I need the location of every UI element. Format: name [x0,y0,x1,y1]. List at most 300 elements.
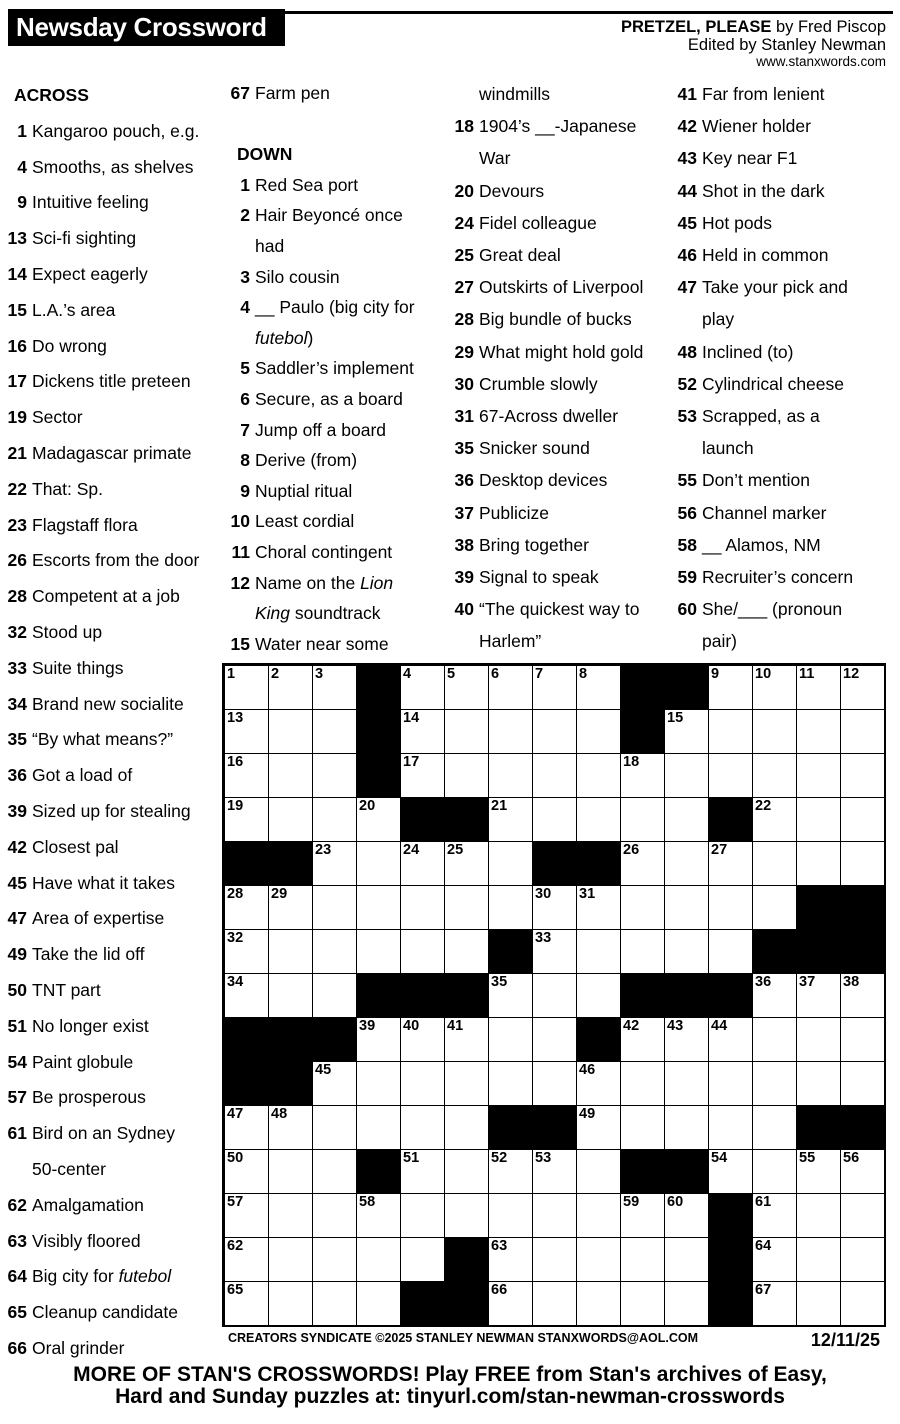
clue[interactable] [5,442,192,464]
grid-cell[interactable] [312,885,357,930]
grid-cell[interactable] [444,1061,489,1106]
clue[interactable] [675,83,825,105]
grid-cell[interactable] [840,973,885,1018]
clue-continuation[interactable] [5,1158,106,1180]
grid-cell[interactable] [840,753,885,798]
clue[interactable] [5,191,149,213]
grid-cell[interactable] [356,885,401,930]
clue[interactable] [675,405,820,427]
grid-cell[interactable] [620,1061,665,1106]
clue[interactable] [452,469,607,491]
grid-cell[interactable] [268,1237,313,1282]
clue[interactable] [452,502,549,524]
grid-cell[interactable] [312,1061,357,1106]
grid-cell[interactable] [224,885,269,930]
grid-cell[interactable] [488,1149,533,1194]
grid-cell[interactable] [224,1105,269,1150]
clue[interactable] [5,1230,141,1252]
grid-cell[interactable] [224,709,269,754]
clue[interactable] [452,308,632,330]
clue[interactable] [5,943,145,965]
clue[interactable] [5,370,191,392]
grid-cell[interactable] [532,797,577,842]
clue[interactable] [452,598,639,620]
grid-cell[interactable] [620,797,665,842]
clue[interactable] [5,335,107,357]
clue[interactable] [5,478,103,500]
grid-cell[interactable] [620,885,665,930]
clue[interactable] [228,572,393,594]
grid-cell[interactable] [312,841,357,886]
clue[interactable] [675,469,810,491]
grid-cell[interactable] [312,1237,357,1282]
clue[interactable] [228,82,330,104]
grid-cell[interactable] [268,753,313,798]
clue[interactable] [5,120,199,142]
grid-cell[interactable] [796,1193,841,1238]
grid-cell[interactable] [576,885,621,930]
grid-cell[interactable] [708,841,753,886]
cell-number: 16 [227,754,244,770]
grid-cell[interactable] [708,1149,753,1194]
clue[interactable] [5,156,193,178]
grid-cell[interactable] [312,929,357,974]
grid-cell[interactable] [488,885,533,930]
grid-cell[interactable] [752,1281,797,1326]
clue[interactable] [675,212,772,234]
grid-cell[interactable] [796,841,841,886]
grid-cell[interactable] [664,709,709,754]
grid-cell[interactable] [532,1017,577,1062]
grid-cell[interactable] [268,929,313,974]
grid-cell[interactable] [840,1017,885,1062]
grid-cell[interactable] [400,665,445,710]
clue[interactable] [5,764,132,786]
grid-cell[interactable] [312,753,357,798]
grid-cell[interactable] [268,1105,313,1150]
clue[interactable] [228,388,403,410]
grid-cell[interactable] [664,1193,709,1238]
clue[interactable] [5,585,180,607]
clue[interactable] [675,534,821,556]
grid-cell[interactable] [444,1105,489,1150]
cell-number: 7 [535,666,544,682]
grid-cell[interactable] [356,1281,401,1326]
grid-cell[interactable] [268,885,313,930]
clue-continuation[interactable] [228,602,381,624]
grid-cell[interactable] [840,709,885,754]
clue-continuation[interactable] [228,327,313,349]
clue[interactable] [5,1015,149,1037]
clue[interactable] [675,147,797,169]
clue[interactable] [675,180,825,202]
clue[interactable] [228,204,403,226]
grid-cell[interactable] [752,885,797,930]
grid-cell[interactable] [576,929,621,974]
clue[interactable] [675,276,848,298]
grid-cell[interactable] [400,1017,445,1062]
clue[interactable] [5,1122,175,1144]
grid-cell[interactable] [708,1017,753,1062]
grid-cell[interactable] [356,1237,401,1282]
grid-cell[interactable] [532,1149,577,1194]
clue[interactable] [5,621,102,643]
grid-cell[interactable] [752,1061,797,1106]
grid-cell[interactable] [752,1017,797,1062]
grid-cell[interactable] [488,1237,533,1282]
grid-cell[interactable] [444,841,489,886]
grid-cell[interactable] [796,1061,841,1106]
grid-cell[interactable] [444,1193,489,1238]
grid-cell[interactable] [400,1149,445,1194]
cell-number: 38 [843,974,860,990]
grid-cell[interactable] [796,1237,841,1282]
grid-cell[interactable] [268,973,313,1018]
grid-cell[interactable] [224,665,269,710]
grid-cell[interactable] [400,1237,445,1282]
grid-cell[interactable] [752,753,797,798]
grid-cell[interactable] [708,665,753,710]
grid-cell[interactable] [356,841,401,886]
grid-cell[interactable] [840,1237,885,1282]
clue[interactable] [5,836,119,858]
clue[interactable] [5,406,83,428]
clue[interactable] [5,1337,124,1359]
grid-cell[interactable] [576,1149,621,1194]
grid-cell[interactable] [620,1017,665,1062]
grid-cell[interactable] [224,1281,269,1326]
grid-cell[interactable] [488,1061,533,1106]
grid-cell[interactable] [752,1193,797,1238]
grid-cell[interactable] [576,973,621,1018]
grid-cell[interactable] [796,797,841,842]
grid-cell[interactable] [224,929,269,974]
clue[interactable] [228,510,354,532]
grid-cell[interactable] [708,1061,753,1106]
promo-line-1: MORE OF STAN'S CROSSWORDS! Play FREE from Stan's archives of Easy, [73,1363,827,1386]
grid-cell[interactable] [752,1237,797,1282]
grid-cell[interactable] [488,709,533,754]
clue[interactable] [452,180,544,202]
clue-text: King soundtrack [255,603,381,624]
grid-cell[interactable] [664,797,709,842]
clue[interactable] [5,693,184,715]
grid-cell[interactable] [400,929,445,974]
grid-cell[interactable] [224,1193,269,1238]
grid-cell[interactable] [488,841,533,886]
clue-number: 50 [7,980,27,1000]
grid-cell[interactable] [620,929,665,974]
grid-cell[interactable] [664,841,709,886]
clue-text: Take the lid off [32,944,145,965]
grid-cell[interactable] [752,709,797,754]
clue-text: Least cordial [255,511,355,532]
grid-cell[interactable] [576,709,621,754]
cell-number: 20 [359,798,376,814]
cell-number: 39 [359,1018,376,1034]
clue[interactable] [5,263,148,285]
grid-cell[interactable] [444,929,489,974]
grid-cell[interactable] [664,885,709,930]
clue[interactable] [675,502,827,524]
clue[interactable] [675,115,811,137]
grid-cell[interactable] [708,709,753,754]
grid-cell[interactable] [708,885,753,930]
grid-cell[interactable] [356,1193,401,1238]
grid-cell[interactable] [400,1061,445,1106]
grid-cell[interactable] [840,841,885,886]
grid-cell[interactable] [620,1105,665,1150]
clue[interactable] [228,357,414,379]
grid-cell[interactable] [312,665,357,710]
grid-cell[interactable] [664,1105,709,1150]
grid-cell[interactable] [796,1281,841,1326]
clue-number: 64 [7,1266,27,1287]
grid-cell[interactable] [664,1237,709,1282]
clue[interactable] [228,541,392,563]
grid-cell[interactable] [576,753,621,798]
grid-cell[interactable] [444,665,489,710]
grid-cell[interactable] [576,1281,621,1326]
clue[interactable] [5,1051,133,1073]
grid-cell[interactable] [532,929,577,974]
clue[interactable] [228,266,340,288]
grid-cell[interactable] [488,797,533,842]
clue-text: Dickens title preteen [32,371,191,392]
grid-cell[interactable] [356,1061,401,1106]
grid-cell[interactable] [664,753,709,798]
grid-cell[interactable] [532,885,577,930]
grid-cell[interactable] [796,665,841,710]
grid-cell[interactable] [576,665,621,710]
clue[interactable] [452,244,561,266]
grid-cell[interactable] [840,797,885,842]
grid-cell[interactable] [356,1105,401,1150]
clue[interactable] [675,566,853,588]
grid-cell[interactable] [488,1193,533,1238]
grid-cell[interactable] [664,1017,709,1062]
clue[interactable] [228,296,415,318]
grid-cell[interactable] [532,973,577,1018]
clue[interactable] [675,341,793,363]
grid-cell[interactable] [400,885,445,930]
clue-continuation[interactable] [675,437,754,459]
grid-cell[interactable] [664,929,709,974]
grid-cell[interactable] [400,753,445,798]
grid-cell[interactable] [576,1237,621,1282]
grid-cell[interactable] [400,1193,445,1238]
grid-cell[interactable] [840,1149,885,1194]
grid-cell[interactable] [752,665,797,710]
grid-cell[interactable] [576,1061,621,1106]
grid-cell[interactable] [224,1149,269,1194]
grid-cell[interactable] [224,973,269,1018]
grid-cell[interactable] [312,797,357,842]
grid-cell[interactable] [796,753,841,798]
grid-cell[interactable] [224,753,269,798]
clue[interactable] [452,276,643,298]
grid-cell[interactable] [620,1193,665,1238]
clue-continuation[interactable] [675,308,734,330]
clue-number: 35 [7,729,27,750]
grid-cell[interactable] [752,973,797,1018]
clue-continuation[interactable] [228,235,284,257]
grid-cell[interactable] [796,1017,841,1062]
grid-cell[interactable] [840,1281,885,1326]
grid-cell[interactable] [268,1149,313,1194]
grid-cell[interactable] [708,929,753,974]
clue-number: 9 [17,192,27,213]
clue-number: 15 [230,633,250,654]
grid-cell[interactable] [400,709,445,754]
clue[interactable] [5,1086,146,1108]
clue[interactable] [5,657,123,679]
grid-cell[interactable] [444,885,489,930]
clue[interactable] [228,633,389,655]
grid-cell[interactable] [268,709,313,754]
clue[interactable] [452,115,636,137]
clue[interactable] [452,341,643,363]
clue[interactable] [5,1265,171,1287]
grid-cell[interactable] [840,1193,885,1238]
grid-cell[interactable] [444,753,489,798]
grid-cell[interactable] [752,841,797,886]
grid-cell[interactable] [268,797,313,842]
clue[interactable] [452,566,599,588]
clue-continuation[interactable] [452,147,510,169]
clue[interactable] [5,728,173,750]
grid-cell[interactable] [532,665,577,710]
italic-text: Lion [360,572,394,593]
grid-cell[interactable] [356,929,401,974]
grid-cell[interactable] [620,753,665,798]
clue[interactable] [5,979,101,1001]
clue[interactable] [228,480,352,502]
clue-text: 1904’s __-Japanese [479,116,637,137]
clue[interactable] [228,449,357,471]
clue[interactable] [5,1301,178,1323]
grid-cell[interactable] [532,753,577,798]
grid-cell[interactable] [312,1193,357,1238]
clue-number: 47 [7,908,27,929]
clue[interactable] [452,373,598,395]
grid-cell[interactable] [224,797,269,842]
grid-cell[interactable] [532,1237,577,1282]
clue[interactable] [228,419,386,441]
grid-cell[interactable] [488,665,533,710]
grid-cell[interactable] [532,1193,577,1238]
grid-cell[interactable] [312,709,357,754]
black-square [312,1017,357,1062]
cell-number: 17 [403,754,420,770]
grid-cell[interactable] [532,1061,577,1106]
grid-cell[interactable] [444,1017,489,1062]
black-square [532,841,577,886]
grid-cell[interactable] [620,841,665,886]
clue-continuation[interactable] [452,83,550,105]
clue[interactable] [675,598,842,620]
clue[interactable] [452,212,597,234]
clue[interactable] [452,405,618,427]
clue[interactable] [452,437,590,459]
grid-cell[interactable] [840,1061,885,1106]
grid-cell[interactable] [356,797,401,842]
grid-cell[interactable] [620,1237,665,1282]
grid-cell[interactable] [796,1149,841,1194]
clue[interactable] [5,872,175,894]
grid-cell[interactable] [488,973,533,1018]
grid-cell[interactable] [268,665,313,710]
cell-number: 27 [711,842,728,858]
clue-text: futebol) [255,327,314,348]
clue[interactable] [5,800,191,822]
clue-number: 10 [230,511,250,532]
cell-number: 54 [711,1150,728,1166]
grid-cell[interactable] [312,1105,357,1150]
grid-cell[interactable] [796,709,841,754]
grid-cell[interactable] [400,1105,445,1150]
clue[interactable] [5,1194,144,1216]
grid-cell[interactable] [268,1281,313,1326]
grid-cell[interactable] [488,1281,533,1326]
grid-cell[interactable] [356,1017,401,1062]
grid-cell[interactable] [840,665,885,710]
clue[interactable] [675,373,844,395]
clue[interactable] [5,549,199,571]
grid-cell[interactable] [224,1237,269,1282]
grid-cell[interactable] [708,1105,753,1150]
clue-continuation[interactable] [675,630,737,652]
grid-cell[interactable] [576,1193,621,1238]
grid-cell[interactable] [752,797,797,842]
grid-cell[interactable] [576,797,621,842]
grid-cell[interactable] [400,841,445,886]
grid-cell[interactable] [664,1281,709,1326]
clue[interactable] [228,174,358,196]
grid-cell[interactable] [488,753,533,798]
clue[interactable] [675,244,828,266]
promo-line-2[interactable]: Hard and Sunday puzzles at: tinyurl.com/stan-newman-crosswords [115,1385,785,1408]
clue[interactable] [452,534,589,556]
clue-number: 23 [7,514,27,535]
grid-cell[interactable] [620,1281,665,1326]
clue[interactable] [5,907,164,929]
clue-text: 67-Across dweller [479,406,619,426]
grid-cell[interactable] [268,1193,313,1238]
website-link[interactable]: www.stanxwords.com [756,54,886,69]
grid-cell[interactable] [532,709,577,754]
grid-cell[interactable] [312,973,357,1018]
grid-cell[interactable] [488,1017,533,1062]
grid-cell[interactable] [752,1149,797,1194]
grid-cell[interactable] [312,1281,357,1326]
clue-number: 63 [7,1230,27,1251]
grid-cell[interactable] [444,1149,489,1194]
clue[interactable] [5,514,138,536]
grid-cell[interactable] [312,1149,357,1194]
grid-cell[interactable] [796,973,841,1018]
grid-cell[interactable] [576,1105,621,1150]
grid-cell[interactable] [444,709,489,754]
grid-cell[interactable] [664,1061,709,1106]
grid-cell[interactable] [752,1105,797,1150]
clue[interactable] [5,227,136,249]
grid-cell[interactable] [708,753,753,798]
clue[interactable] [5,299,115,321]
cell-number: 6 [491,666,500,682]
clue-continuation[interactable] [452,630,541,652]
grid-cell[interactable] [532,1281,577,1326]
